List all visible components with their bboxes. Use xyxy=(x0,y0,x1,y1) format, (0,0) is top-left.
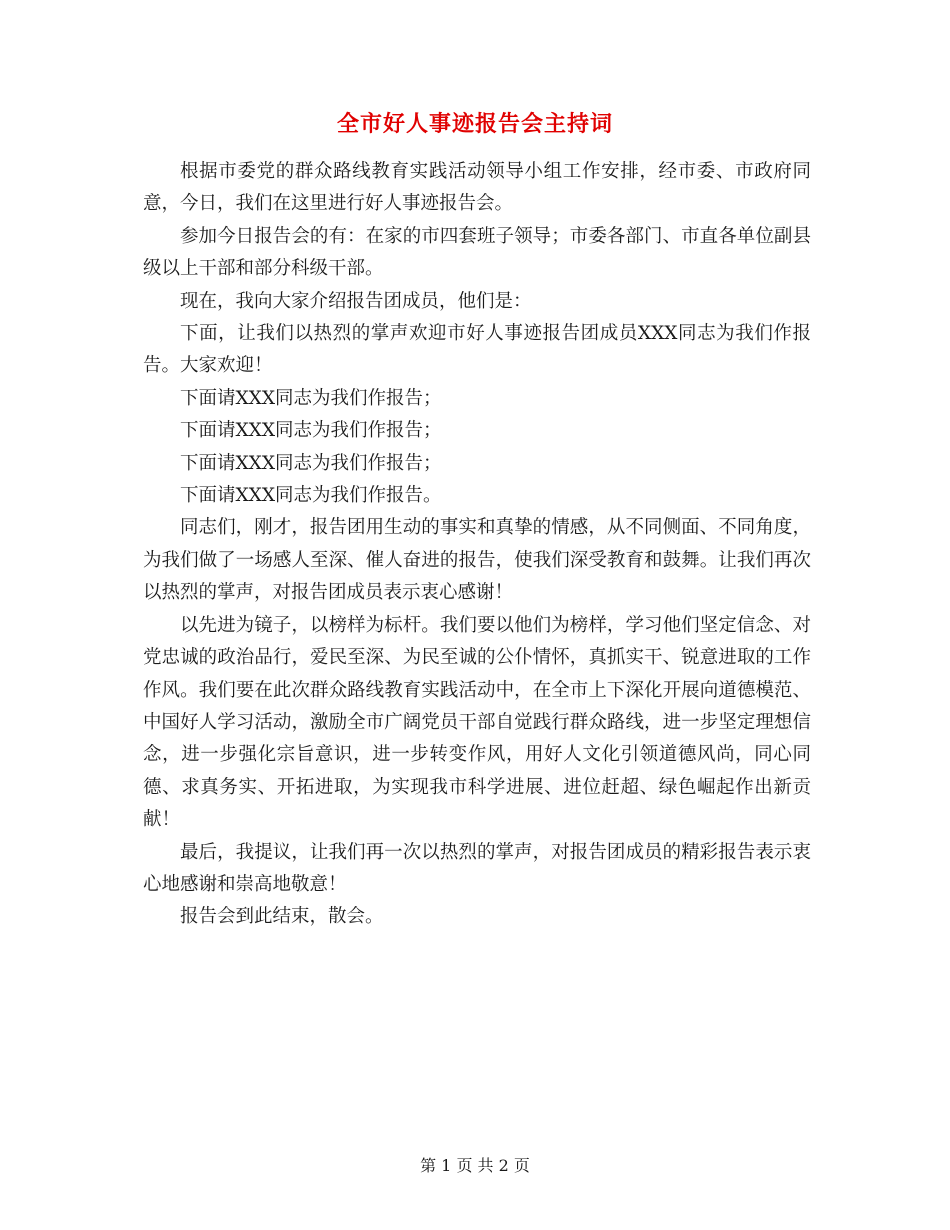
page-number-footer: 第 1 页 共 2 页 xyxy=(420,1156,530,1175)
paragraph: 报告会到此结束，散会。 xyxy=(180,906,384,928)
paragraph: 下面，让我们以热烈的掌声欢迎市好人事迹报告团成员XXX同志为我们作报告。大家欢迎！ xyxy=(143,323,811,377)
paragraph: 最后，我提议，让我们再一次以热烈的掌声，对报告团成员的精彩报告表示衷心地感谢和崇高地敬意！ xyxy=(143,841,811,895)
paragraph: 根据市委党的群众路线教育实践活动领导小组工作安排，经市委、市政府同意，今日，我们在这里进行好人事迹报告会。 xyxy=(143,161,811,215)
paragraph: 下面请XXX同志为我们作报告； xyxy=(180,387,442,409)
paragraph: 下面请XXX同志为我们作报告； xyxy=(180,420,442,442)
paragraph: 下面请XXX同志为我们作报告； xyxy=(180,452,442,474)
document-body xyxy=(143,156,811,934)
paragraph: 参加今日报告会的有：在家的市四套班子领导；市委各部门、市直各单位副县级以上干部和部分科级干部。 xyxy=(143,225,811,280)
paragraph: 以先进为镜子，以榜样为标杆。我们要以他们为榜样，学习他们坚定信念、对党忠诚的政治品行，爱民至深、为民至诚的公仆情怀，真抓实干、锐意进取的工作作风。我们要在此次群众路线教育实践活动中，在全市上下深化开展向道德模范、中国好人学习活动，激励全市广阔党员干部自觉践行群众路线，进一步坚定理想信念，进一步强化宗旨意识，进一步转变作风，用好人文化引领道德风尚，同心同德、求真务实、开拓进取，为实现我市科学进展、进位赶超、绿色崛起作出新贡献！ xyxy=(143,614,811,831)
document-title: 全市好人事迹报告会主持词 xyxy=(336,111,613,137)
paragraph: 下面请XXX同志为我们作报告。 xyxy=(180,485,442,507)
paragraph: 同志们，刚才，报告团用生动的事实和真挚的情感，从不同侧面、不同角度，为我们做了一场感人至深、催人奋进的报告，使我们深受教育和鼓舞。让我们再次以热烈的掌声，对报告团成员表示衷心感谢！ xyxy=(143,517,811,604)
paragraph: 现在，我向大家介绍报告团成员，他们是： xyxy=(180,290,532,312)
